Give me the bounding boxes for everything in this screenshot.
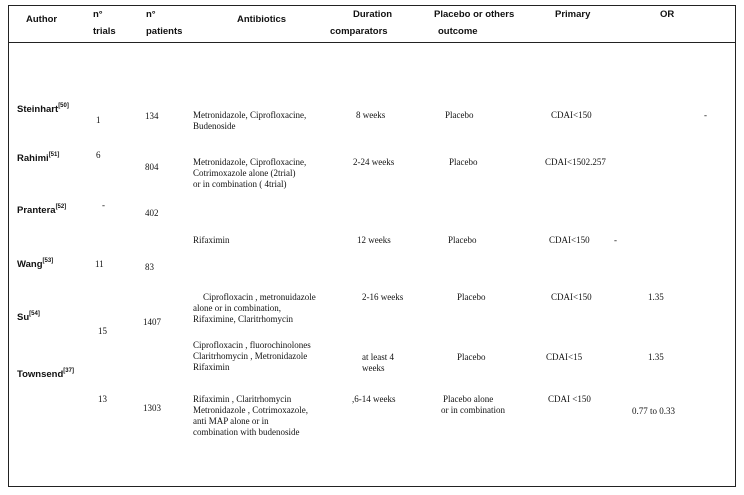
header-trials-line1: n° <box>93 9 103 20</box>
antibiotics-r6-line2: Metronidazole , Cotrimoxazole, <box>193 405 308 415</box>
trials-rahimi: 6 <box>96 150 101 160</box>
duration-steinhart: 8 weeks <box>356 110 386 120</box>
placebo-r4: Placebo <box>457 292 486 302</box>
primary-r5: CDAI<15 <box>546 352 583 362</box>
header-antibiotics: Antibiotics <box>237 14 287 25</box>
or-r1: - <box>704 110 707 120</box>
antibiotics-r1-line1: Metronidazole, Ciprofloxacine, <box>193 110 307 120</box>
header-duration-line2: comparators <box>330 26 388 37</box>
placebo-r5: Placebo <box>457 352 486 362</box>
author-rahimi: Rahimi[51] <box>17 152 60 164</box>
author-steinhart: Steinhart[50] <box>17 103 69 115</box>
trials-su: 15 <box>98 326 107 336</box>
placebo-r6-line2: or in combination <box>441 405 505 415</box>
header-placebo-line2: outcome <box>438 26 478 37</box>
placebo-r1: Placebo <box>445 110 474 120</box>
author-prantera: Prantera[52] <box>17 204 67 216</box>
primary-r3: CDAI<150 <box>549 235 590 245</box>
antibiotics-r6-line1: Rifaximin , Claritrhomycin <box>193 394 292 404</box>
trials-wang: 11 <box>95 259 104 269</box>
or-r4: 1.35 <box>648 292 664 302</box>
header-duration-line1: Duration <box>353 9 393 20</box>
antibiotics-r4-line2: alone or in combination, <box>193 303 281 313</box>
header-divider <box>8 42 736 43</box>
primary-r4: CDAI<150 <box>551 292 592 302</box>
duration-su-line2: weeks <box>362 363 385 373</box>
patients-wang: 83 <box>145 262 154 272</box>
or-r5: 1.35 <box>648 352 664 362</box>
table-frame <box>8 5 736 487</box>
antibiotics-r5-line3: Rifaximin <box>193 362 230 372</box>
trials-prantera: - <box>102 200 105 210</box>
primary-r3-dash: - <box>614 235 617 245</box>
antibiotics-r6-line4: combination with budenoside <box>193 427 300 437</box>
primary-r1: CDAI<150 <box>551 110 592 120</box>
antibiotics-r5-line1: Ciprofloxacin , fluorochinolones <box>193 340 311 350</box>
placebo-r3: Placebo <box>448 235 477 245</box>
trials-townsend: 13 <box>98 394 107 404</box>
patients-townsend: 1303 <box>143 403 161 413</box>
antibiotics-r6-line3: anti MAP alone or in <box>193 416 269 426</box>
placebo-r6-line1: Placebo alone <box>443 394 494 404</box>
author-townsend: Townsend[37] <box>17 368 74 380</box>
header-primary: Primary <box>555 9 591 20</box>
antibiotics-r5-line2: Claritrhomycin , Metronidazole <box>193 351 308 361</box>
antibiotics-r2-line1: Metronidazole, Ciprofloxacine, <box>193 157 307 167</box>
duration-su-line1: at least 4 <box>362 352 394 362</box>
antibiotics-r2-line2: Cotrimoxazole alone (2trial) <box>193 168 296 178</box>
antibiotics-r2-line3: or in combination ( 4trial) <box>193 179 287 189</box>
duration-prantera: 12 weeks <box>357 235 391 245</box>
antibiotics-r3-line1: Rifaximin <box>193 235 230 245</box>
antibiotics-r4-line3: Rifaximine, Claritrhomycin <box>193 314 293 324</box>
placebo-r2: Placebo <box>449 157 478 167</box>
header-author: Author <box>26 14 58 25</box>
trials-steinhart: 1 <box>96 115 101 125</box>
antibiotics-r4-line1: Ciprofloxacin , metronuidazole <box>203 292 316 302</box>
patients-rahimi: 804 <box>145 162 159 172</box>
header-patients-line2: patients <box>146 26 183 37</box>
header-or: OR <box>660 9 675 20</box>
duration-wang: 2-16 weeks <box>362 292 404 302</box>
patients-steinhart: 134 <box>145 111 159 121</box>
patients-su: 1407 <box>143 317 161 327</box>
header-trials-line2: trials <box>93 26 116 37</box>
primary-r6: CDAI <150 <box>548 394 591 404</box>
antibiotics-r1-line2: Budenoside <box>193 121 236 131</box>
patients-prantera: 402 <box>145 208 159 218</box>
primary-r2: CDAI<1502.257 <box>545 157 606 167</box>
or-r6: 0.77 to 0.33 <box>632 406 676 416</box>
duration-townsend: ,6-14 weeks <box>352 394 396 404</box>
author-wang: Wang[53] <box>17 258 54 270</box>
header-patients-line1: n° <box>146 9 156 20</box>
duration-rahimi: 2-24 weeks <box>353 157 395 167</box>
header-placebo-line1: Placebo or others <box>434 9 515 20</box>
author-su: Su[54] <box>17 311 40 323</box>
